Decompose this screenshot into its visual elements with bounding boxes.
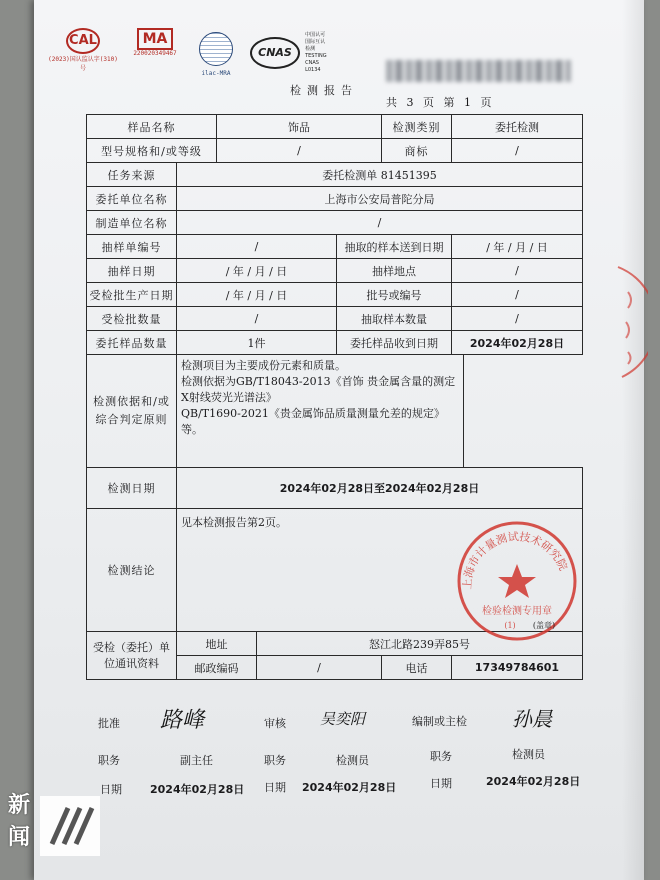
cnas-line: 国际互认 (305, 39, 326, 45)
basis-label: 检测依据和/或综合判定原则 (87, 355, 177, 468)
client-value: 上海市公安局普陀分局 (177, 187, 583, 211)
table-row (87, 283, 583, 307)
conclusion-value: 见本检测报告第2页。 (177, 509, 583, 632)
table-row (87, 187, 583, 211)
sample-no-label: 抽样单编号 (87, 235, 177, 259)
manufacturer-value: / (177, 211, 583, 235)
sample-name-value: 饰品 (217, 115, 382, 139)
cal-mark: CAL (66, 28, 100, 54)
ilac-mra-logo (196, 32, 236, 77)
table-row (87, 307, 583, 331)
batch-no-label: 批号或编号 (337, 283, 452, 307)
task-source-label: 任务来源 (87, 163, 177, 187)
cnas-line: CNAS L0134 (305, 60, 321, 73)
batch-no-value: / (452, 283, 583, 307)
batch-date-label: 受检批生产日期 (87, 283, 177, 307)
postcode-value: / (257, 656, 382, 680)
entrusted-qty-label: 委托样品数量 (87, 331, 177, 355)
address-value: 怒江北路239弄85号 (257, 632, 583, 656)
trademark-label: 商标 (382, 139, 452, 163)
table-row (87, 355, 583, 468)
table-row (87, 235, 583, 259)
table-row (87, 331, 583, 355)
sample-name-label: 样品名称 (87, 115, 217, 139)
sample-qty-value: / (452, 307, 583, 331)
seal-number: (1) (504, 621, 516, 630)
model-spec-value: / (217, 139, 382, 163)
cnas-mark: CNAS (250, 37, 300, 69)
sampling-date-label: 抽样日期 (87, 259, 177, 283)
table-row (87, 211, 583, 235)
position-label: 职务 (98, 754, 120, 767)
postcode-label: 邮政编码 (177, 656, 257, 680)
sampling-date-value: / 年 / 月 / 日 (177, 259, 337, 283)
basis-line: 检测依据为GB/T18043-2013《首饰 贵金属含量的测定 X射线荧光光谱法》 (181, 375, 456, 404)
approve-position: 副主任 (180, 754, 213, 767)
cnas-line: 中国认可 (305, 32, 326, 38)
contact-label: 受检（委托）单位通讯资料 (87, 632, 177, 680)
review-date: 2024年02月28日 (302, 781, 397, 794)
table-row (87, 163, 583, 187)
cma-code: 220020349467 (133, 50, 177, 57)
phone-value: 17349784601 (452, 656, 583, 680)
basis-line: QB/T1690-2021《贵金属饰品质量测量允差的规定》等。 (181, 407, 445, 436)
date-label: 日期 (100, 783, 122, 796)
batch-date-value: / 年 / 月 / 日 (177, 283, 337, 307)
review-position: 检测员 (336, 754, 369, 767)
table-row (87, 259, 583, 283)
approve-signature: 路峰 (160, 708, 205, 733)
cnas-text (305, 32, 335, 74)
paper-edge-shadow (622, 0, 644, 880)
review-signature: 吴奕阳 (320, 710, 366, 728)
basis-value (177, 355, 464, 468)
date-label: 日期 (430, 777, 452, 790)
seal-star-icon (498, 564, 536, 598)
seal-note: (盖章) (532, 621, 556, 630)
task-source-value: 委托检测单 81451395 (177, 163, 583, 187)
table-row (87, 468, 583, 509)
batch-qty-value: / (177, 307, 337, 331)
sample-arrival-label: 抽取的样本送到日期 (337, 235, 452, 259)
news-watermark (4, 786, 104, 864)
position-label: 职务 (430, 750, 452, 763)
sample-no-value: / (177, 235, 337, 259)
received-date-value: 2024年02月28日 (452, 331, 583, 355)
cnas-line: 检测 (305, 46, 316, 52)
review-label: 审核 (264, 717, 286, 730)
test-date-label: 检测日期 (87, 468, 177, 509)
cma-logo (120, 28, 190, 57)
redacted-report-number (386, 60, 571, 82)
cnas-line: TESTING (305, 53, 327, 59)
ilac-text: ilac-MRA (201, 70, 231, 77)
date-label: 日期 (264, 781, 286, 794)
seal-lower-text: 检验检测专用章 (482, 606, 552, 617)
address-label: 地址 (177, 632, 257, 656)
table-row (87, 139, 583, 163)
cnas-logo (250, 32, 350, 74)
sampling-place-value: / (452, 259, 583, 283)
entrusted-qty-value: 1件 (177, 331, 337, 355)
prepare-signature: 孙晨 (512, 707, 552, 731)
sampling-place-label: 抽样地点 (337, 259, 452, 283)
official-seal (452, 516, 582, 646)
watermark-text: 新闻 (8, 793, 31, 850)
prepare-label: 编制或主检 (412, 715, 467, 728)
approve-label: 批准 (98, 717, 120, 730)
prepare-position: 检测员 (512, 748, 545, 761)
page-info: 共 3 页 第 1 页 (386, 96, 495, 109)
report-title: 检测报告 (290, 84, 358, 97)
test-category-label: 检测类别 (382, 115, 452, 139)
manufacturer-label: 制造单位名称 (87, 211, 177, 235)
cal-code: (2023)国认监认字(310)号 (48, 56, 118, 72)
conclusion-label: 检测结论 (87, 509, 177, 632)
table-row (87, 115, 583, 139)
client-label: 委托单位名称 (87, 187, 177, 211)
position-label: 职务 (264, 754, 286, 767)
prepare-date: 2024年02月28日 (486, 775, 581, 788)
trademark-value: / (452, 139, 583, 163)
seal-ring-textpath: 上海市计量测试技术研究院 (460, 530, 570, 590)
side-stamp-fragment (608, 262, 648, 382)
test-date-value: 2024年02月28日至2024年02月28日 (177, 468, 583, 509)
batch-qty-label: 受检批数量 (87, 307, 177, 331)
test-category-value: 委托检测 (452, 115, 583, 139)
sample-qty-label: 抽取样本数量 (337, 307, 452, 331)
cma-mark: MA (137, 28, 174, 50)
model-spec-label: 型号规格和/或等级 (87, 139, 217, 163)
sample-arrival-value: / 年 / 月 / 日 (452, 235, 583, 259)
watermark-logo-icon (38, 794, 102, 858)
basis-blank (464, 355, 583, 468)
basis-line: 检测项目为主要成份元素和质量。 (181, 359, 346, 372)
approve-date: 2024年02月28日 (150, 783, 245, 796)
received-date-label: 委托样品收到日期 (337, 331, 452, 355)
ilac-globe-icon (199, 32, 233, 66)
cal-logo (48, 28, 118, 72)
phone-label: 电话 (382, 656, 452, 680)
